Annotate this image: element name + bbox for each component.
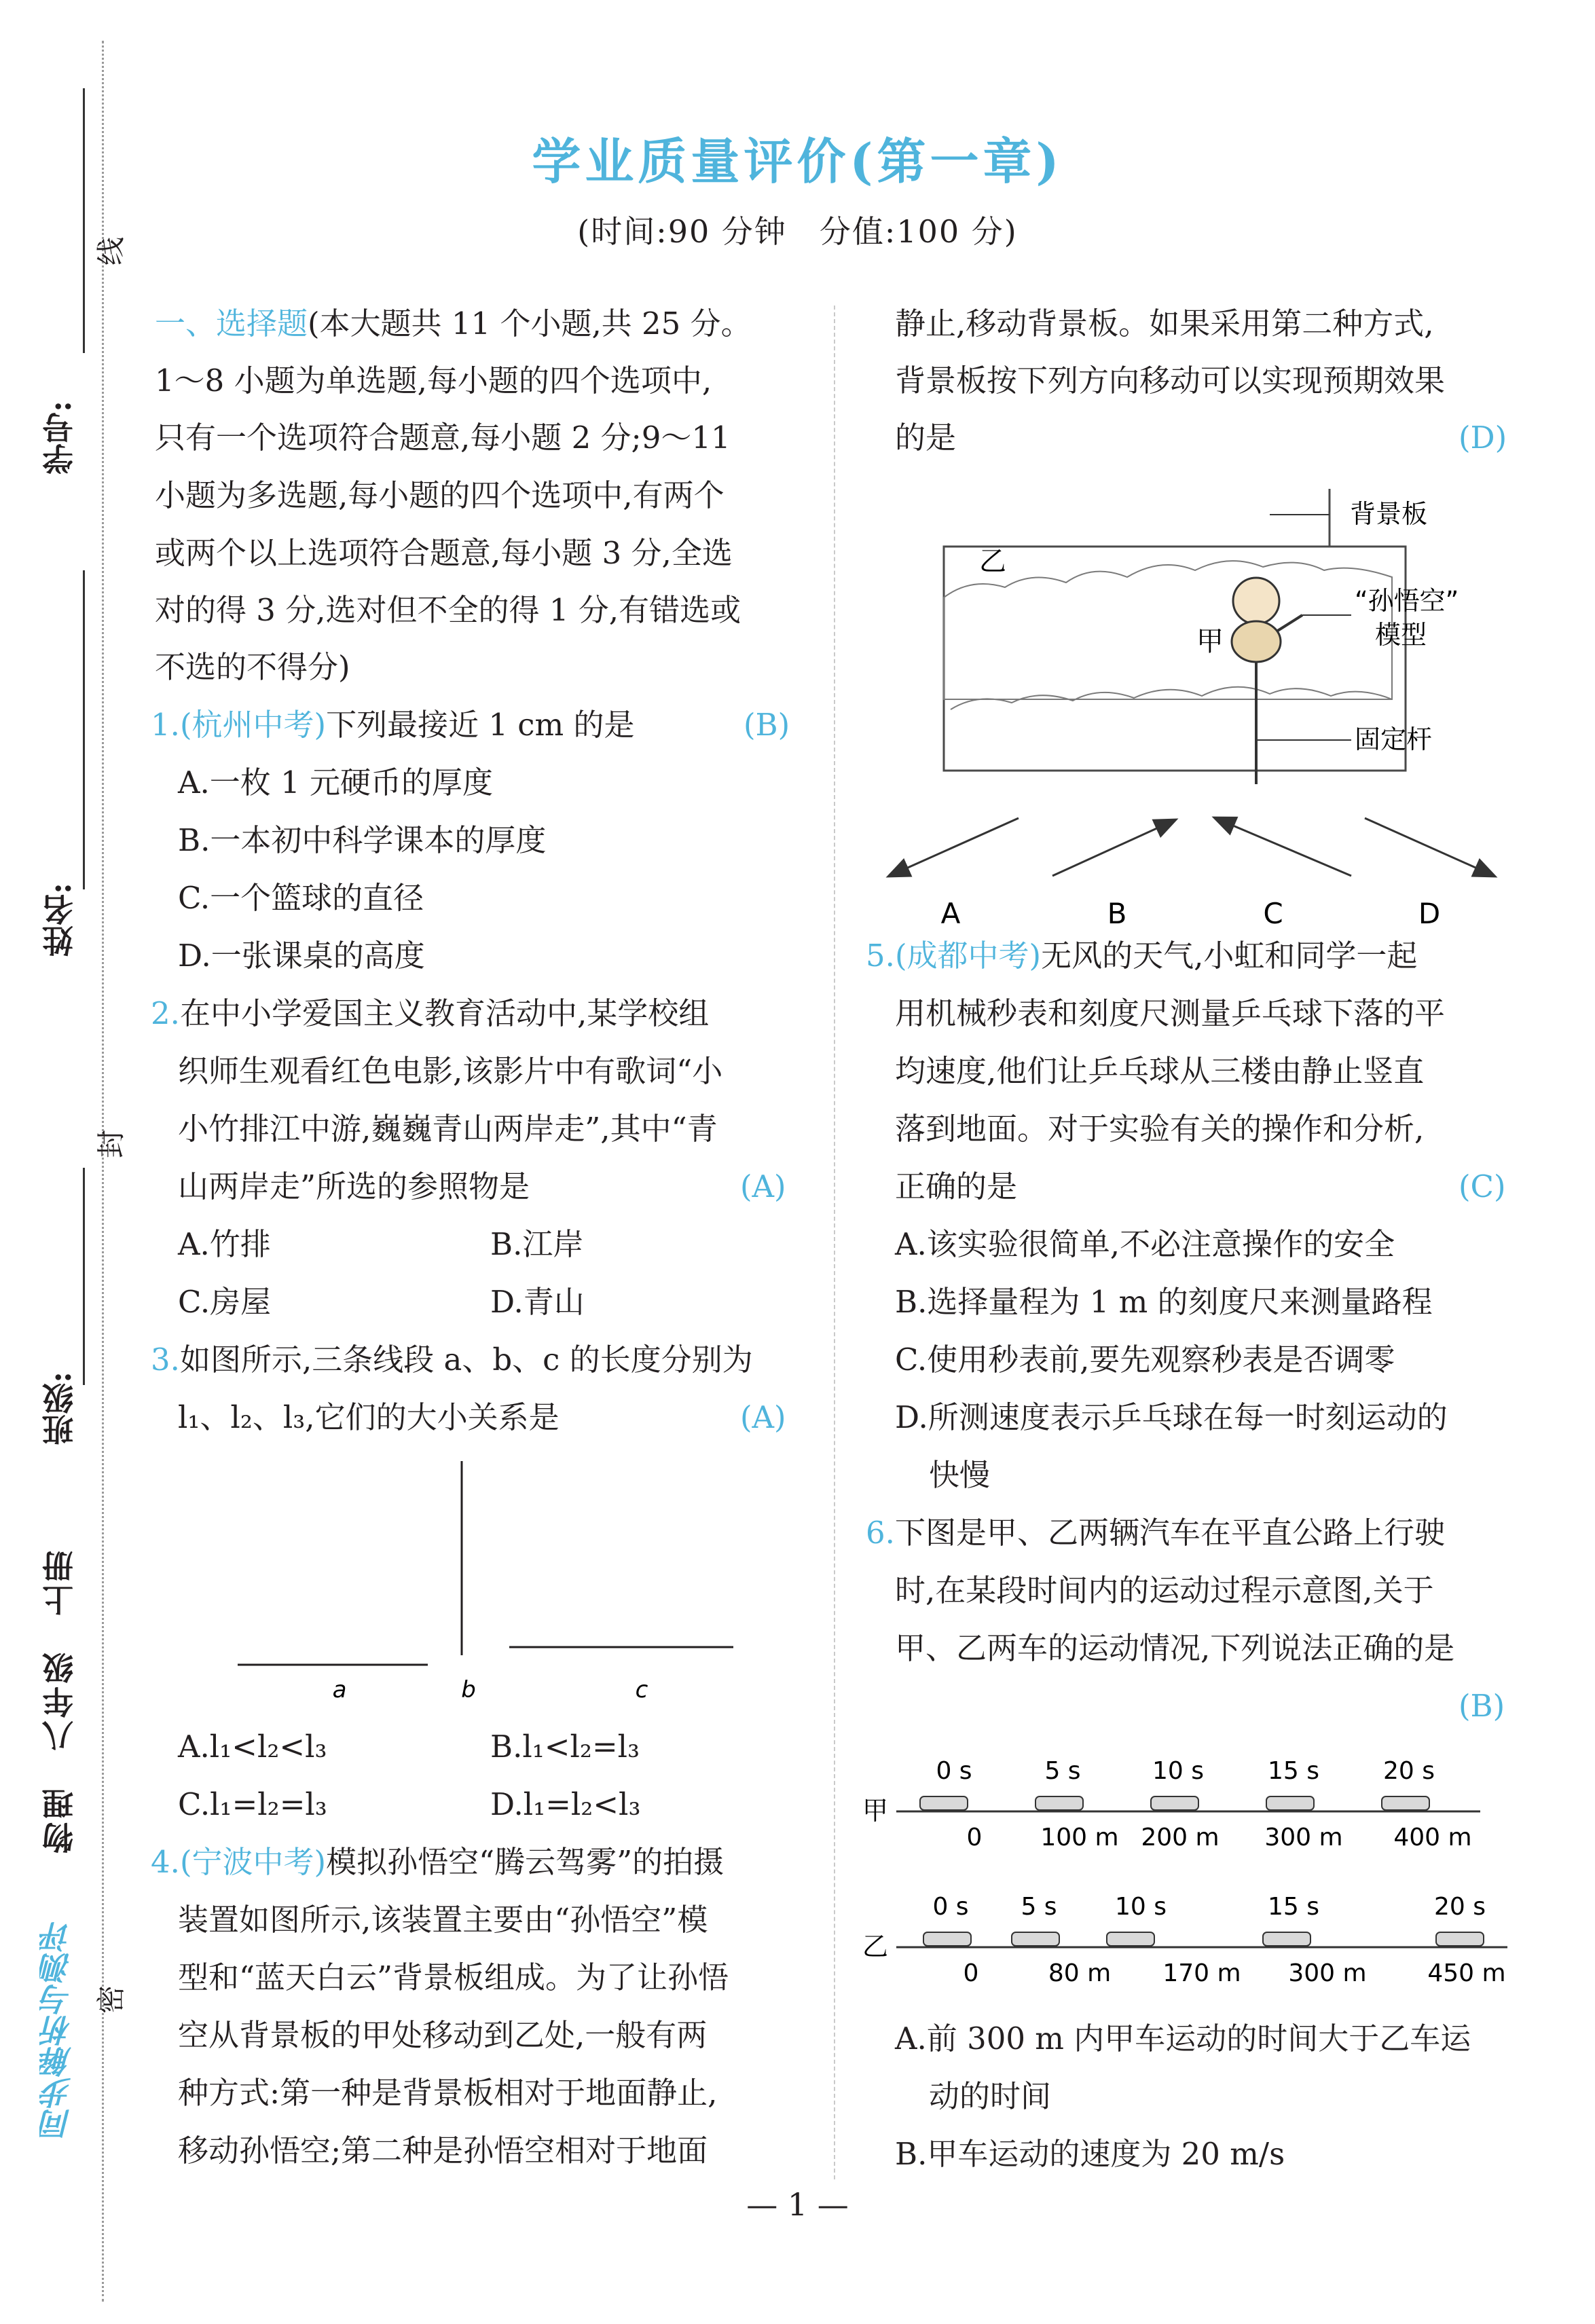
q6-option-a-cont: 动的时间 xyxy=(929,2078,1052,2114)
q4-dir-a: A xyxy=(940,897,961,930)
section-intro-0: (本大题共 11 个小题,共 25 分。 xyxy=(308,306,752,342)
page-subtitle: (时间:90 分钟 分值:100 分) xyxy=(577,213,1018,250)
q4-dir-b: B xyxy=(1107,897,1127,930)
q5-line-4: 正确的是 xyxy=(895,1168,1018,1204)
q6-option-b: B.甲车运动的速度为 20 m/s xyxy=(895,2136,1285,2172)
binding-line xyxy=(102,41,104,2302)
q6-line-2: 甲、乙两车的运动情况,下列说法正确的是 xyxy=(895,1630,1455,1666)
q1-num: 1. xyxy=(151,707,180,743)
q3-figure xyxy=(224,1453,767,1711)
q6-jia-dist-3: 300 m xyxy=(1264,1824,1343,1851)
q5-option-b: B.选择量程为 1 m 的刻度尺来测量路程 xyxy=(895,1284,1433,1320)
q4-dir-c: C xyxy=(1263,897,1283,930)
q6-car-jia-3 xyxy=(1266,1796,1314,1810)
q6-car-jia-0 xyxy=(920,1796,968,1810)
q4-monkey-body xyxy=(1232,621,1281,662)
q6-label-yi: 乙 xyxy=(862,1932,889,1961)
q6-yi-dist-1: 80 m xyxy=(1048,1959,1112,1987)
q6-car-jia-4 xyxy=(1382,1796,1429,1810)
q4-line-0 xyxy=(151,1833,724,1892)
margin-book: 物理 八年级 上册 xyxy=(41,1548,78,1853)
q3-label-a: a xyxy=(332,1676,347,1703)
section-intro-4: 或两个以上选项符合题意,每小题 3 分,全选 xyxy=(155,535,733,571)
q6-text-0: 下图是甲、乙两辆汽车在平直公路上行驶 xyxy=(894,1515,1445,1551)
margin-xingming: 姓名: xyxy=(41,883,78,957)
q6-line-1: 时,在某段时间内的运动过程示意图,关于 xyxy=(895,1572,1434,1608)
margin-xuehao: 学号: xyxy=(41,401,78,475)
page-number: — 1 — xyxy=(746,2186,849,2223)
q6-yi-time-4: 20 s xyxy=(1433,1893,1486,1921)
margin-mi: 密 xyxy=(94,1985,128,2014)
q4-label-rod: 固定杆 xyxy=(1355,724,1433,754)
q3-option-c: C.l₁=l₂=l₃ xyxy=(178,1786,327,1822)
margin-rule-2 xyxy=(83,570,85,889)
q6-jia-dist-0: 0 xyxy=(966,1824,983,1851)
q2-num: 2. xyxy=(151,995,180,1031)
q3-text-0: 如图所示,三条线段 a、b、c 的长度分别为 xyxy=(179,1342,753,1378)
q4-arrow-a xyxy=(890,818,1019,876)
q6-yi-time-1: 5 s xyxy=(1021,1893,1057,1921)
section-intro-1: 1～8 小题为单选题,每小题的四个选项中, xyxy=(155,363,712,399)
q4-answer: (D) xyxy=(1459,420,1507,456)
q3-num: 3. xyxy=(151,1342,180,1378)
q5-num: 5. xyxy=(866,938,895,974)
q4-line-7: 背景板按下列方向移动可以实现预期效果 xyxy=(895,363,1446,399)
q4-line-4: 种方式:第一种是背景板相对于地面静止, xyxy=(178,2075,718,2111)
q4-line-2: 型和“蓝天白云”背景板组成。为了让孙悟 xyxy=(178,1959,729,1995)
q4-source: (宁波中考) xyxy=(179,1844,327,1880)
q6-jia-time-2: 10 s xyxy=(1152,1757,1205,1785)
q4-num: 4. xyxy=(151,1844,180,1880)
column-divider xyxy=(834,306,835,2179)
q1-answer: (B) xyxy=(744,707,790,743)
q3-option-d: D.l₁=l₂<l₃ xyxy=(490,1786,641,1822)
q4-arrow-d xyxy=(1365,818,1494,876)
margin-series: 同步解析与测评 xyxy=(39,1921,76,2140)
q6-line-0 xyxy=(866,1504,1445,1562)
q3-answer: (A) xyxy=(740,1399,786,1435)
q2-line-1: 织师生观看红色电影,该影片中有歌词“小 xyxy=(178,1053,723,1089)
q5-answer: (C) xyxy=(1459,1168,1506,1204)
q6-car-jia-1 xyxy=(1035,1796,1083,1810)
q2-line-2: 小竹排江中游,巍巍青山两岸走”,其中“青 xyxy=(178,1111,718,1147)
section-heading: 一、选择题 xyxy=(155,306,308,342)
q3-option-b: B.l₁<l₂=l₃ xyxy=(490,1729,640,1765)
q6-car-yi-1 xyxy=(1012,1932,1059,1946)
q4-monkey-head xyxy=(1233,578,1279,624)
q4-label-model2: 模型 xyxy=(1375,620,1427,650)
q5-line-3: 落到地面。对于实验有关的操作和分析, xyxy=(895,1111,1425,1147)
q6-yi-dist-0: 0 xyxy=(963,1959,979,1987)
section-heading-line xyxy=(155,295,752,353)
q4-label-model1: “孙悟空” xyxy=(1355,586,1459,616)
q4-line-8: 的是 xyxy=(895,420,957,456)
q2-option-b: B.江岸 xyxy=(490,1226,584,1262)
q2-line-0 xyxy=(151,984,709,1043)
q6-car-yi-4 xyxy=(1436,1932,1484,1946)
q1-stem xyxy=(151,696,634,754)
q5-text-0: 无风的天气,小虹和同学一起 xyxy=(1041,938,1418,974)
q3-line-0 xyxy=(151,1331,753,1389)
q3-label-b: b xyxy=(461,1676,476,1703)
q5-line-0 xyxy=(866,927,1417,985)
q6-jia-time-0: 0 s xyxy=(936,1757,972,1785)
q6-jia-time-4: 20 s xyxy=(1382,1757,1435,1785)
q6-cars-yi xyxy=(923,1932,1484,1946)
q4-label-board: 背景板 xyxy=(1350,499,1428,529)
q1-option-b: B.一本初中科学课本的厚度 xyxy=(178,822,547,858)
q6-car-jia-2 xyxy=(1151,1796,1198,1810)
q4-line-3: 空从背景板的甲处移动到乙处,一般有两 xyxy=(178,2017,708,2053)
q6-car-yi-2 xyxy=(1107,1932,1154,1946)
q1-source: (杭州中考) xyxy=(179,707,327,743)
q2-line-3: 山两岸走”所选的参照物是 xyxy=(178,1168,530,1204)
q6-jia-dist-4: 400 m xyxy=(1393,1824,1472,1851)
q5-line-2: 均速度,他们让乒乓球从三楼由静止竖直 xyxy=(895,1053,1425,1089)
q1-option-c: C.一个篮球的直径 xyxy=(178,880,424,916)
q1-text: 下列最接近 1 cm 的是 xyxy=(326,707,635,743)
q4-arrow-b xyxy=(1052,820,1175,876)
q4-label-yi: 乙 xyxy=(979,546,1006,577)
q4-label-jia: 甲 xyxy=(1196,626,1224,657)
q6-jia-time-1: 5 s xyxy=(1044,1757,1081,1785)
q2-answer: (A) xyxy=(740,1168,786,1204)
q6-figure xyxy=(856,1745,1528,2030)
q6-label-jia: 甲 xyxy=(862,1796,889,1826)
q3-option-a: A.l₁<l₂<l₃ xyxy=(178,1729,327,1765)
q1-option-d: D.一张课桌的高度 xyxy=(178,938,425,974)
q6-yi-dist-4: 450 m xyxy=(1427,1959,1506,1987)
margin-banji: 班级: xyxy=(41,1371,78,1445)
q2-option-d: D.青山 xyxy=(490,1284,585,1320)
q6-yi-time-3: 15 s xyxy=(1267,1893,1320,1921)
q4-dir-d: D xyxy=(1418,897,1441,930)
q4-line-5: 移动孙悟空;第二种是孙悟空相对于地面 xyxy=(178,2133,708,2169)
q6-num: 6. xyxy=(866,1515,895,1551)
q6-jia-time-3: 15 s xyxy=(1267,1757,1320,1785)
q6-car-yi-3 xyxy=(1263,1932,1310,1946)
section-intro-5: 对的得 3 分,选对但不全的得 1 分,有错选或 xyxy=(155,592,741,628)
q6-jia-dist-2: 200 m xyxy=(1141,1824,1220,1851)
q6-cars-jia xyxy=(920,1796,1429,1810)
margin-feng: 封 xyxy=(94,1129,128,1159)
q3-line-1: l₁、l₂、l₃,它们的大小关系是 xyxy=(178,1399,560,1435)
q5-source: (成都中考) xyxy=(894,938,1042,974)
margin-xian: 线 xyxy=(94,236,128,266)
page-title: 学业质量评价(第一章) xyxy=(532,132,1063,190)
q1-option-a: A.一枚 1 元硬币的厚度 xyxy=(178,764,494,800)
q2-option-c: C.房屋 xyxy=(178,1284,272,1320)
margin-rule-3 xyxy=(83,1168,85,1385)
q6-yi-dist-3: 300 m xyxy=(1288,1959,1367,1987)
q6-yi-time-0: 0 s xyxy=(932,1893,969,1921)
q4-line-1: 装置如图所示,该装置主要由“孙悟空”模 xyxy=(178,1902,708,1938)
q4-figure xyxy=(876,475,1528,937)
q2-text-0: 在中小学爱国主义教育活动中,某学校组 xyxy=(179,995,710,1031)
q4-board xyxy=(944,547,1406,771)
q6-yi-dist-2: 170 m xyxy=(1162,1959,1241,1987)
q5-option-d-cont: 快慢 xyxy=(929,1457,991,1493)
q2-option-a: A.竹排 xyxy=(178,1226,271,1262)
q4-line-6: 静止,移动背景板。如果采用第二种方式, xyxy=(895,306,1434,342)
q5-line-1: 用机械秒表和刻度尺测量乒乓球下落的平 xyxy=(895,995,1446,1031)
q3-label-c: c xyxy=(635,1676,648,1703)
section-intro-2: 只有一个选项符合题意,每小题 2 分;9～11 xyxy=(155,420,731,456)
q6-answer: (B) xyxy=(1459,1688,1505,1724)
q4-text-0: 模拟孙悟空“腾云驾雾”的拍摄 xyxy=(326,1844,725,1880)
q5-option-c: C.使用秒表前,要先观察秒表是否调零 xyxy=(895,1342,1395,1378)
q5-option-a: A.该实验很简单,不必注意操作的安全 xyxy=(895,1226,1395,1262)
section-intro-6: 不选的不得分) xyxy=(155,649,350,685)
q6-yi-time-2: 10 s xyxy=(1114,1893,1167,1921)
q6-jia-dist-1: 100 m xyxy=(1040,1824,1119,1851)
q5-option-d: D.所测速度表示乒乓球在每一时刻运动的 xyxy=(895,1399,1448,1435)
q4-arrow-c xyxy=(1215,818,1351,876)
q6-car-yi-0 xyxy=(923,1932,971,1946)
q6-option-a: A.前 300 m 内甲车运动的时间大于乙车运 xyxy=(895,2021,1471,2056)
section-intro-3: 小题为多选题,每小题的四个选项中,有两个 xyxy=(155,477,725,513)
